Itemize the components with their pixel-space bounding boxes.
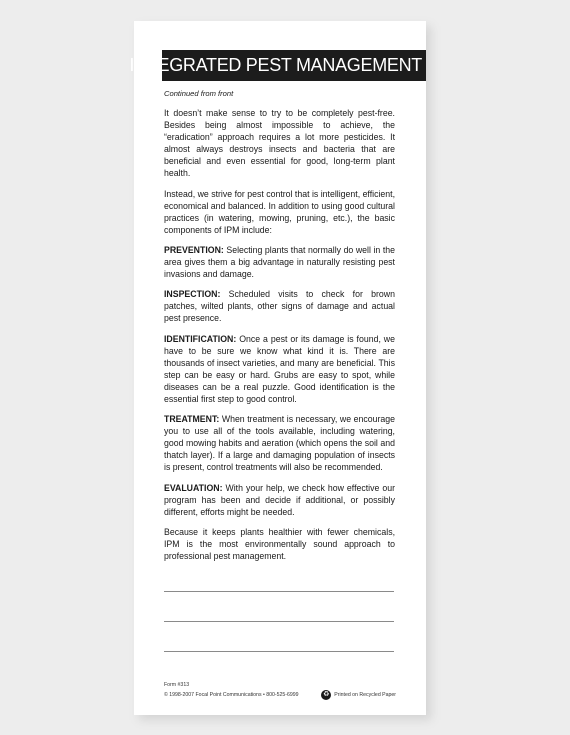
paragraph-strategy <box>164 188 395 236</box>
paragraph-identification <box>164 333 395 406</box>
paragraph-intro <box>164 107 395 180</box>
writing-line <box>164 621 394 622</box>
paragraph-text: Selecting plants that normally do well in the area gives them a big advantage in naturally resisting pest invasions and damage. <box>164 244 395 280</box>
ipm-card <box>129 21 426 715</box>
recycled-text: Printed on Recycled Paper <box>334 692 396 698</box>
paragraph-lead: INSPECTION: <box>164 289 221 300</box>
paragraph-lead: TREATMENT: <box>164 414 220 425</box>
paragraph-evaluation <box>164 482 395 518</box>
card-footer <box>164 682 396 700</box>
continued-note: Continued from front <box>164 89 234 98</box>
paragraph-text: Because it keeps plants healthier with fewer chemicals, IPM is the most environmentally sound approach to professional pest management. <box>164 526 395 561</box>
paragraph-conclusion <box>164 526 395 562</box>
paragraph-lead: IDENTIFICATION: <box>164 333 237 344</box>
writing-line <box>164 651 394 652</box>
writing-line <box>164 591 394 592</box>
title-banner <box>129 50 426 81</box>
paragraph-inspection <box>164 288 395 324</box>
form-number: Form #313 <box>164 682 190 688</box>
paragraph-text: Instead, we strive for pest control that is intelligent, efficient, economical and balanced. In addition to using good cultural practices (in watering, mowing, pruning, etc.), the basic components of IPM include: <box>164 188 395 235</box>
writing-lines <box>164 591 394 681</box>
footer-row <box>164 690 396 700</box>
paragraph-lead: EVALUATION: <box>164 482 223 493</box>
paragraph-prevention <box>164 244 395 280</box>
recycled-note <box>321 690 396 700</box>
paragraph-text: When treatment is necessary, we encourage you to use all of the tools available, including watering, good mowing habits and aeration (which opens the soil and thatch layer). If a large and damaging population of insects is present, control treatments will also be recommended. <box>164 414 395 473</box>
card-content <box>164 89 395 570</box>
copyright-text: © 1998-2007 Focal Point Communications • 800-525-6999 <box>164 692 299 698</box>
paragraph-text: Once a pest or its damage is found, we have to be sure we know what kind it is. There are thousands of insect varieties, and many are beneficial. This step can be easy or hard. Grubs are easy to spot, while diseases can be a real puzzle. Good identification is the essential first step to good control. <box>164 333 395 404</box>
recycle-icon: ♻ <box>323 691 330 698</box>
paragraph-text: It doesn’t make sense to try to be completely pest-free. Besides being almost impossible to achieve, the “eradication” approach requires a lot more pesticides. It almost always destroys insects and bacteria that are beneficial and even essential for good, long-term plant health. <box>164 108 395 179</box>
page-title: INTEGRATED PEST MANAGEMENT <box>129 55 422 75</box>
paragraph-text: Scheduled visits to check for brown patches, wilted plants, other signs of damage and actual pest presence. <box>164 289 395 324</box>
paragraph-lead: PREVENTION: <box>164 244 224 255</box>
paragraph-treatment <box>164 413 395 473</box>
paragraph-text: With your help, we check how effective our program has been and decide if additional, or possibly different, efforts might be needed. <box>164 482 395 517</box>
